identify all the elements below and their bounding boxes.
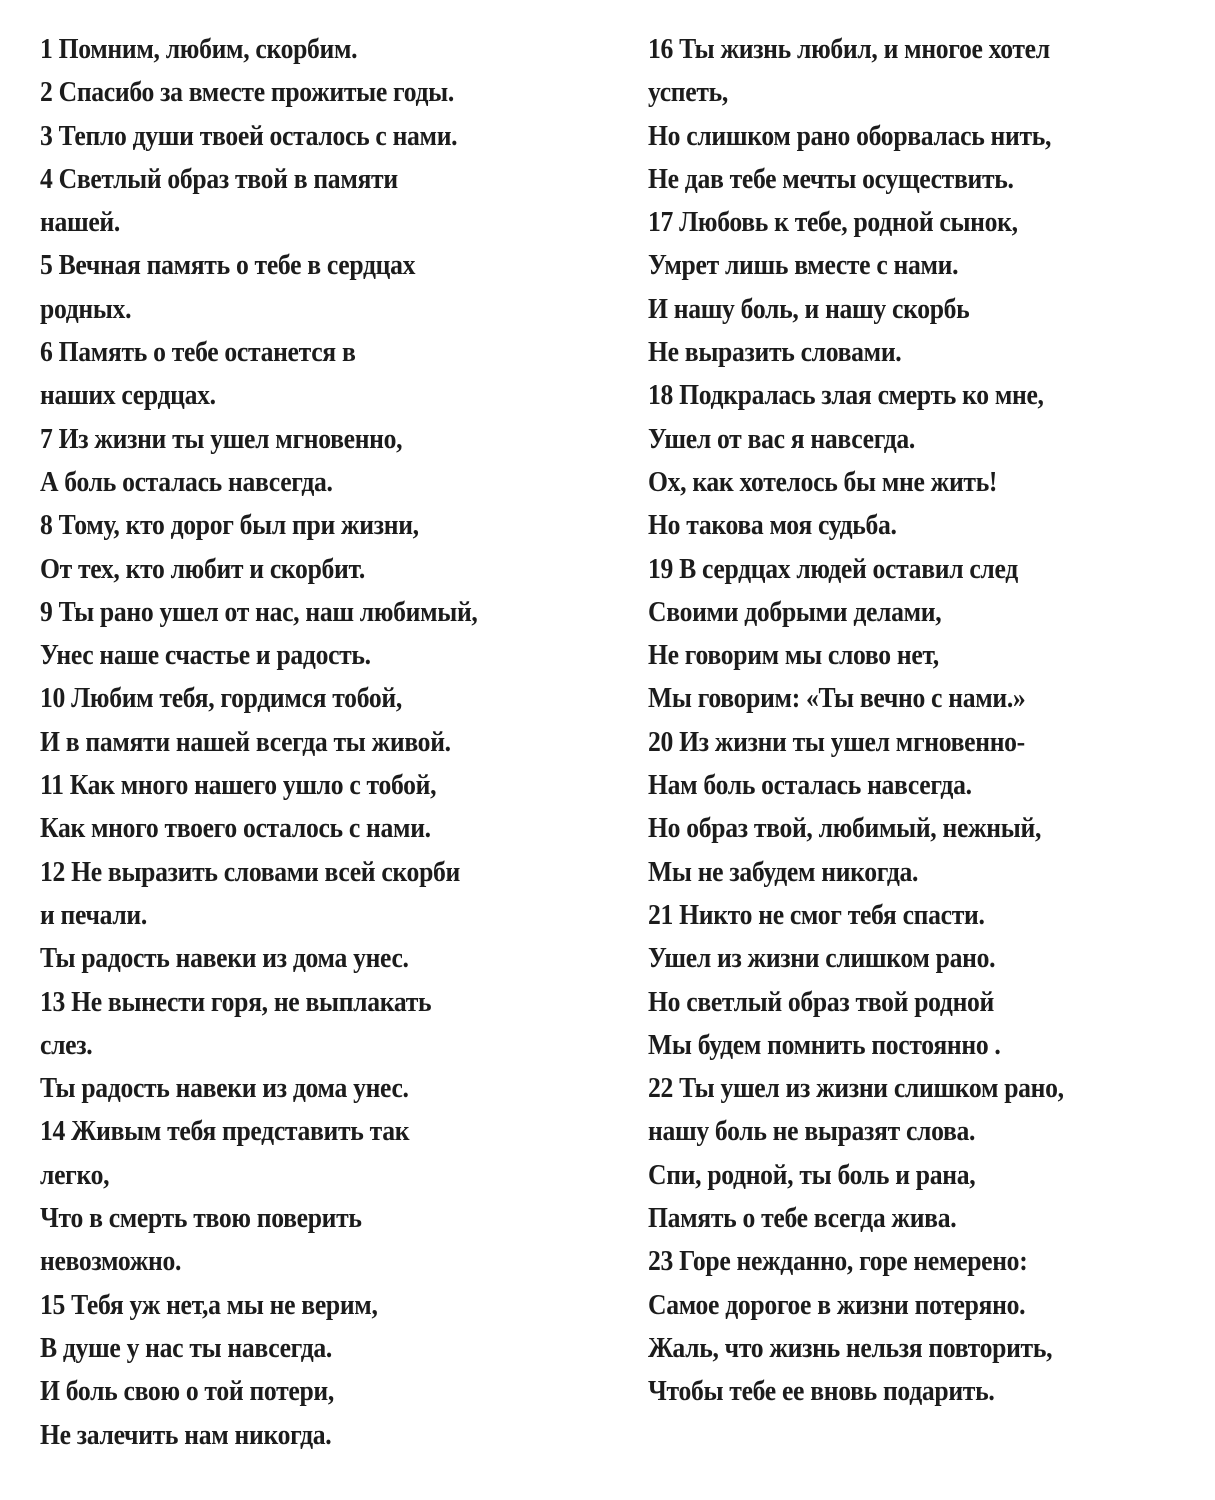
text-line: Но светлый образ твой родной (648, 986, 995, 1018)
text-line: 12 Не выразить словами всей скорби (40, 856, 461, 888)
text-line: Но слишком рано оборвалась нить, (648, 120, 1052, 152)
text-line: родных. (40, 293, 132, 325)
text-line: 17 Любовь к тебе, родной сынок, (648, 207, 1018, 239)
text-line: Умрет лишь вместе с нами. (648, 250, 959, 282)
text-line: 13 Не вынести горя, не выплакать (40, 986, 432, 1018)
text-line: И нашу боль, и нашу скорбь (648, 293, 970, 325)
text-line: слез. (40, 1029, 93, 1061)
text-line: 21 Никто не смог тебя спасти. (648, 899, 985, 931)
text-line: Спи, родной, ты боль и рана, (648, 1159, 976, 1191)
text-line: 5 Вечная память о тебе в сердцах (40, 250, 416, 282)
text-line: 1 Помним, любим, скорбим. (40, 34, 358, 65)
text-line: Не залечить нам никогда. (40, 1419, 332, 1451)
text-line: и печали. (40, 899, 147, 931)
text-line: 15 Тебя уж нет,а мы не верим, (40, 1289, 378, 1321)
text-line: В душе у нас ты навсегда. (40, 1332, 333, 1364)
text-line: Жаль, что жизнь нельзя повторить, (648, 1332, 1053, 1364)
text-line: 11 Как много нашего ушло с тобой, (40, 770, 437, 802)
text-line: Нам боль осталась навсегда. (648, 770, 972, 802)
text-line: 3 Тепло души твоей осталось с нами. (40, 120, 458, 152)
text-line: 2 Спасибо за вместе прожитые годы. (40, 77, 454, 109)
text-line: 18 Подкралась злая смерть ко мне, (648, 380, 1044, 412)
text-line: Унес наше счастье и радость. (40, 640, 371, 672)
text-line: Своими добрыми делами, (648, 596, 942, 628)
text-line: легко, (40, 1159, 110, 1191)
text-line: Ушел от вас я навсегда. (648, 423, 916, 455)
text-line: И в памяти нашей всегда ты живой. (40, 726, 451, 758)
text-line: Чтобы тебе ее вновь подарить. (648, 1376, 995, 1408)
text-line: 14 Живым тебя представить так (40, 1116, 410, 1148)
text-line: успеть, (648, 77, 728, 109)
text-line: 8 Тому, кто дорог был при жизни, (40, 510, 419, 542)
text-line: Что в смерть твою поверить (40, 1203, 362, 1235)
text-line: нашу боль не выразят слова. (648, 1116, 976, 1148)
text-line: От тех, кто любит и скорбит. (40, 553, 365, 585)
text-line: Как много твоего осталось с нами. (40, 813, 431, 845)
text-line: 22 Ты ушел из жизни слишком рано, (648, 1073, 1064, 1105)
text-line: наших сердцах. (40, 380, 216, 412)
text-line: нашей. (40, 207, 120, 239)
text-line: Мы будем помнить постоянно . (648, 1029, 1001, 1061)
text-line: 7 Из жизни ты ушел мгновенно, (40, 423, 403, 455)
text-line: Но образ твой, любимый, нежный, (648, 813, 1042, 845)
text-line: 9 Ты рано ушел от нас, наш любимый, (40, 596, 478, 628)
text-line: 16 Ты жизнь любил, и многое хотел (648, 34, 1050, 65)
left-text-column (40, 28, 620, 1457)
text-line: Ох, как хотелось бы мне жить! (648, 466, 998, 498)
text-line: Память о тебе всегда жива. (648, 1203, 957, 1235)
text-line: 23 Горе нежданно, горе немерено: (648, 1246, 1028, 1278)
text-line: 19 В сердцах людей оставил след (648, 553, 1018, 585)
text-line: 6 Память о тебе останется в (40, 337, 356, 369)
text-line: 10 Любим тебя, гордимся тобой, (40, 683, 402, 715)
text-line: 20 Из жизни ты ушел мгновенно- (648, 726, 1025, 758)
right-text-column (648, 28, 1208, 1414)
text-line: Ты радость навеки из дома унес. (40, 1073, 409, 1105)
text-line: А боль осталась навсегда. (40, 466, 333, 498)
text-line: Мы говорим: «Ты вечно с нами.» (648, 683, 1026, 715)
text-line: Не говорим мы слово нет, (648, 640, 939, 672)
text-line: 4 Светлый образ твой в памяти (40, 163, 398, 195)
text-line: Но такова моя судьба. (648, 510, 897, 542)
text-line: невозможно. (40, 1246, 182, 1278)
text-line: Не дав тебе мечты осуществить. (648, 163, 1014, 195)
text-line: Самое дорогое в жизни потеряно. (648, 1289, 1026, 1321)
text-line: Мы не забудем никогда. (648, 856, 919, 888)
text-line: И боль свою о той потери, (40, 1376, 334, 1408)
text-line: Не выразить словами. (648, 337, 902, 369)
text-line: Ушел из жизни слишком рано. (648, 943, 996, 975)
text-line: Ты радость навеки из дома унес. (40, 943, 409, 975)
